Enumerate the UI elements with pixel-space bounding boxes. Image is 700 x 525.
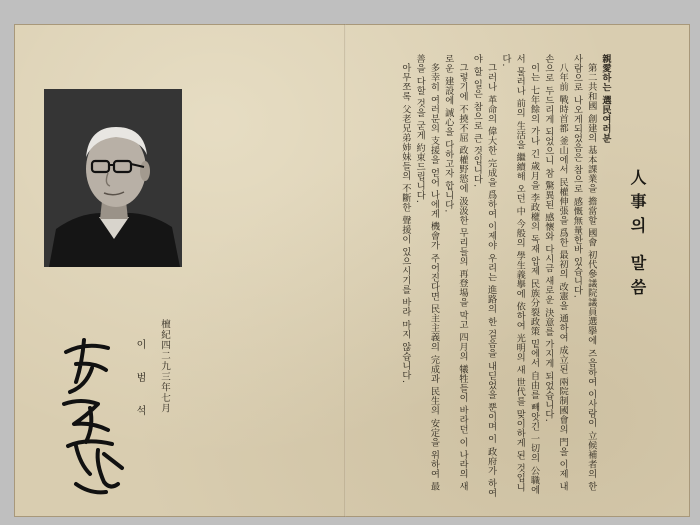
letter-body: [212, 54, 612, 499]
paragraph: 多幸히 여러분의 支援을 얻어 나에게 機會가 주어진다면 民主主義의 完成과 民生의 安定을 위하여 最善을 다할 것을 굳게 約束드립니다.: [414, 54, 440, 492]
candidate-portrait: [44, 89, 182, 267]
paragraph: 그렇기에 不撓不屈 政權野慾에 汲汲한 무리들의 再登場을 막고 四月의 犧牲들이 바라던 이 나라의 새로운 建設에 誠心을 다하고자 합니다.: [442, 54, 469, 492]
document-title: 人事의 말씀: [628, 169, 647, 303]
paragraph: 八年前 戰時首都 釜山에서 民權伸張을 爲한 最初의 改憲을 通하여 成立된 兩院制國會의 門을 이제 내손으로 두드리게 되었으니 참 驚異된 感懷와 다시금 새로운 決意를 가지게 되었습니다.: [542, 54, 569, 492]
paragraph: 아무쪼록 父老兄弟姉妹들의 不斷한 聲援이 있으시기를 바라 마지 않습니다.: [399, 63, 411, 384]
paragraph: 이는 七年餘의 가나 긴 歲月을 李政權의 독재 압제 民族分裂政策 밑에서 自由를 빼앗긴 一切의 公職에서 물러나 前의 生活을 繼續해 오던 中 今般의 學生義擧에 依하여 光明의 새 世代를 맞이하게 된 것입니다.: [499, 54, 540, 495]
paragraph: 第二共和國 創建의 基本課業을 擔當할 國會 初代參議院議員選擧에 즈음하여 이사람이 立候補者의 한사람으로 나오게되었음은 참으로 感慨無量한바 있습니다.: [571, 54, 597, 492]
greeting-line: 親愛하는 選民여러분: [600, 54, 611, 143]
paragraph: 그러나 革命의 偉大한 完成을 爲하여 이제야 우리는 進路의 한 걸음을 내딛었을 뿐이며 이 政府가 하여야 할 일은 참으로 큰 것입니다.: [471, 54, 497, 498]
letter-date: 檀紀四二九三年七月: [159, 319, 170, 414]
author-name: 이 범 석: [134, 339, 145, 426]
handwritten-signature: [46, 334, 136, 504]
campaign-leaflet: [14, 24, 690, 517]
